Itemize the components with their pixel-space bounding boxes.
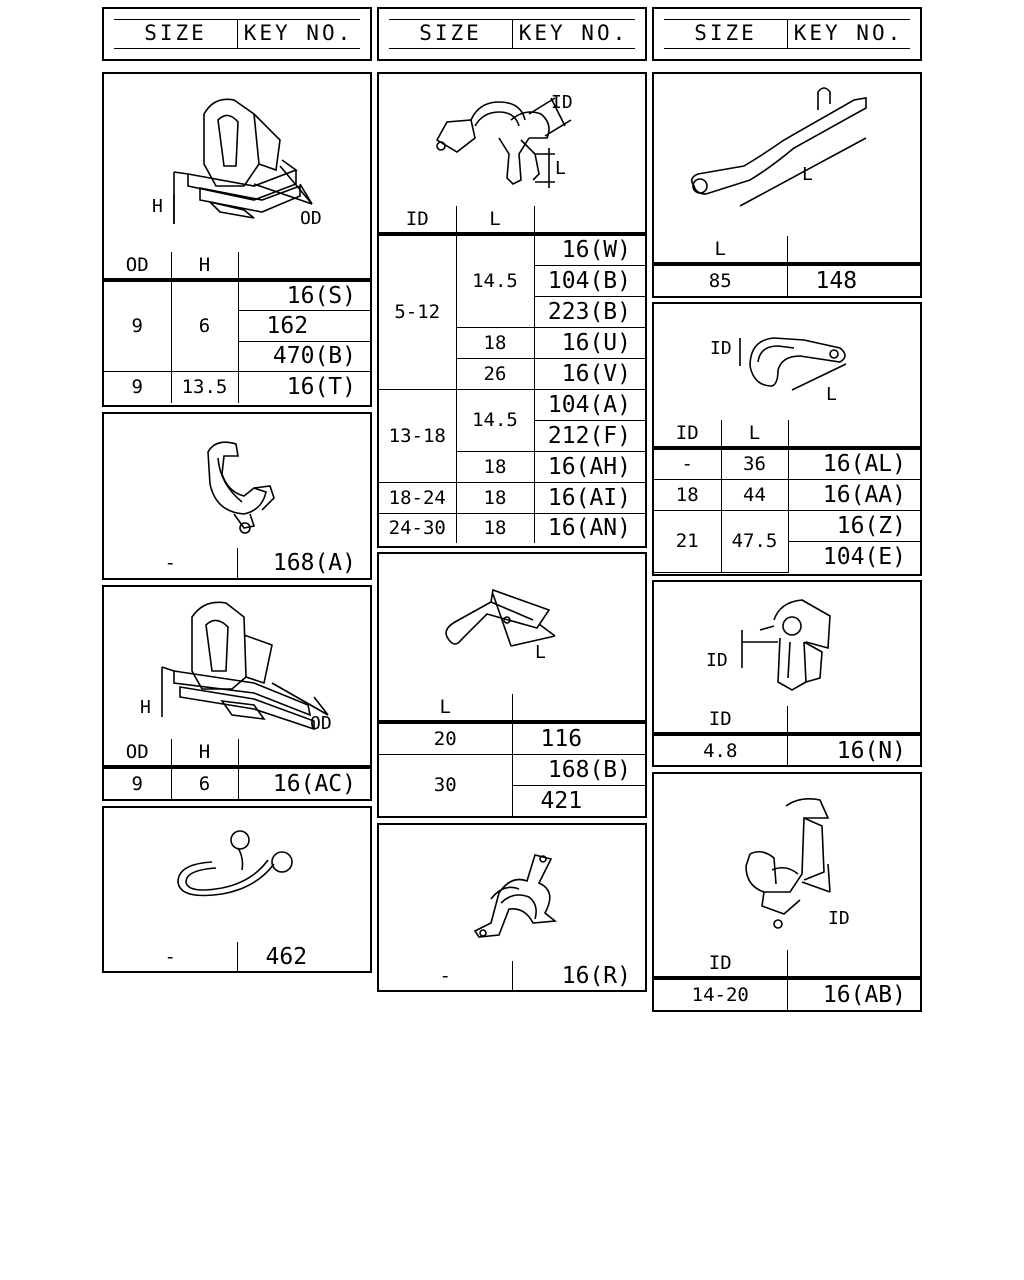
l-cell: 18 [456,451,534,482]
key-no-cell: 16(N) [787,734,920,765]
clip-panel-od-h-2 [102,585,372,801]
l-cell: 14.5 [456,389,534,451]
fir-tree-clip-drawing [654,582,920,706]
size-label: SIZE [419,21,482,45]
clip-panel-double [377,823,647,992]
key-no-cell: 16(U) [534,327,645,358]
size-cell: - [104,548,237,578]
hook-clip-drawing [104,414,370,548]
clip-panel-hook [102,412,372,580]
id-cell: 18 [654,479,721,510]
h-cell: 6 [171,767,238,799]
clip-panel-l [377,552,647,818]
id-dim-label: ID [706,650,728,671]
spec-table [104,739,370,799]
clip-panel-id-l-strap [652,302,922,576]
col-od-header: OD [104,739,171,767]
od-dim-label: OD [300,208,322,229]
id-cell: 4.8 [654,734,787,765]
bracket-clip-drawing [379,554,645,694]
push-clip-rail-drawing [104,587,370,739]
spec-table [379,694,645,817]
col-id-header: ID [654,950,787,978]
band-tie-drawing [654,74,920,236]
key-no-cell: 212(F) [534,420,645,451]
spec-table [379,206,645,543]
key-no-cell: 16(T) [238,371,370,403]
key-no-cell: 16(AA) [788,479,920,510]
col-l-header: L [654,236,787,264]
key-no-cell: 148 [787,264,920,296]
col-od-header: OD [104,252,171,280]
l-cell: 18 [456,327,534,358]
l-cell: 85 [654,264,787,296]
key-no-cell: 168(A) [237,548,370,578]
strap-clip-drawing [654,304,920,420]
l-cell: 14.5 [456,234,534,327]
key-no-label: KEY NO. [793,21,904,45]
spec-table [654,950,920,1010]
id-cell: 5-12 [379,234,456,389]
l-cell: 47.5 [721,510,788,572]
od-cell: 9 [104,280,171,371]
spec-table [654,706,920,765]
spec-table [654,420,920,573]
h-dim-label: H [140,697,151,718]
clip-panel-id-l [377,72,647,548]
key-no-cell: 470(B) [238,341,370,371]
col-h-header: H [171,739,238,767]
header-col3 [652,7,922,61]
col-id-header: ID [654,420,721,448]
spec-table [654,236,920,296]
h-cell: 6 [171,280,238,371]
key-no-cell: 16(S) [238,280,370,310]
h-cell: 13.5 [171,371,238,403]
key-no-label: KEY NO. [243,21,354,45]
key-no-cell: 16(R) [512,961,645,990]
key-no-cell: 104(B) [534,265,645,296]
key-no-cell: 16(Z) [788,510,920,541]
header-col2 [377,7,647,61]
key-no-cell: 168(B) [512,754,645,785]
key-no-cell: 116 [512,722,645,754]
clip-panel-loop [102,806,372,973]
col-l-header: L [379,694,512,722]
h-dim-label: H [152,196,163,217]
clip-panel-od-h-1 [102,72,372,407]
od-cell: 9 [104,767,171,799]
key-no-cell: 16(AL) [788,448,920,479]
key-no-cell: 16(AC) [238,767,370,799]
key-no-cell: 16(W) [534,234,645,265]
key-no-cell: 16(AH) [534,451,645,482]
spec-table [104,252,370,403]
key-no-cell: 162 [238,310,370,341]
id-cell: 21 [654,510,721,572]
clip-panel-id-fir [652,580,922,767]
l-cell: 36 [721,448,788,479]
key-no-cell: 104(E) [788,541,920,572]
spec-table [104,548,370,578]
col-id-header: ID [379,206,456,234]
key-no-cell: 421 [512,785,645,816]
key-no-cell: 462 [237,942,370,971]
size-label: SIZE [694,21,757,45]
key-no-cell: 104(A) [534,389,645,420]
id-cell: 18-24 [379,482,456,513]
loop-tie-drawing [104,808,370,942]
key-no-label: KEY NO. [518,21,629,45]
l-cell: 20 [379,722,512,754]
id-dim-label: ID [710,338,732,359]
l-cell: 44 [721,479,788,510]
l-dim-label: L [535,642,546,663]
harness-clamp-drawing [379,74,645,206]
l-dim-label: L [826,384,837,405]
double-clamp-drawing [379,825,645,961]
id-cell: - [654,448,721,479]
id-cell: 24-30 [379,513,456,543]
col-l-header: L [456,206,534,234]
size-cell: - [379,961,512,990]
header-col1 [102,7,372,61]
spec-table [104,942,370,971]
id-dim-label: ID [828,908,850,929]
l-dim-label: L [555,158,566,179]
od-cell: 9 [104,371,171,403]
id-cell: 13-18 [379,389,456,482]
size-label: SIZE [144,21,207,45]
key-no-cell: 16(V) [534,358,645,389]
clip-panel-id-saddle [652,772,922,1012]
col-id-header: ID [654,706,787,734]
push-clip-drawing [104,74,370,252]
spec-table [379,961,645,990]
l-cell: 18 [456,513,534,543]
l-cell: 18 [456,482,534,513]
size-cell: - [104,942,237,971]
od-dim-label: OD [310,713,332,734]
key-no-cell: 223(B) [534,296,645,327]
l-dim-label: L [802,164,813,185]
col-l-header: L [721,420,788,448]
l-cell: 26 [456,358,534,389]
col-h-header: H [171,252,238,280]
saddle-clamp-drawing [654,774,920,950]
l-cell: 30 [379,754,512,816]
key-no-cell: 16(AI) [534,482,645,513]
key-no-cell: 16(AN) [534,513,645,543]
id-dim-label: ID [551,92,573,113]
clip-panel-band [652,72,922,298]
id-cell: 14-20 [654,978,787,1010]
key-no-cell: 16(AB) [787,978,920,1010]
